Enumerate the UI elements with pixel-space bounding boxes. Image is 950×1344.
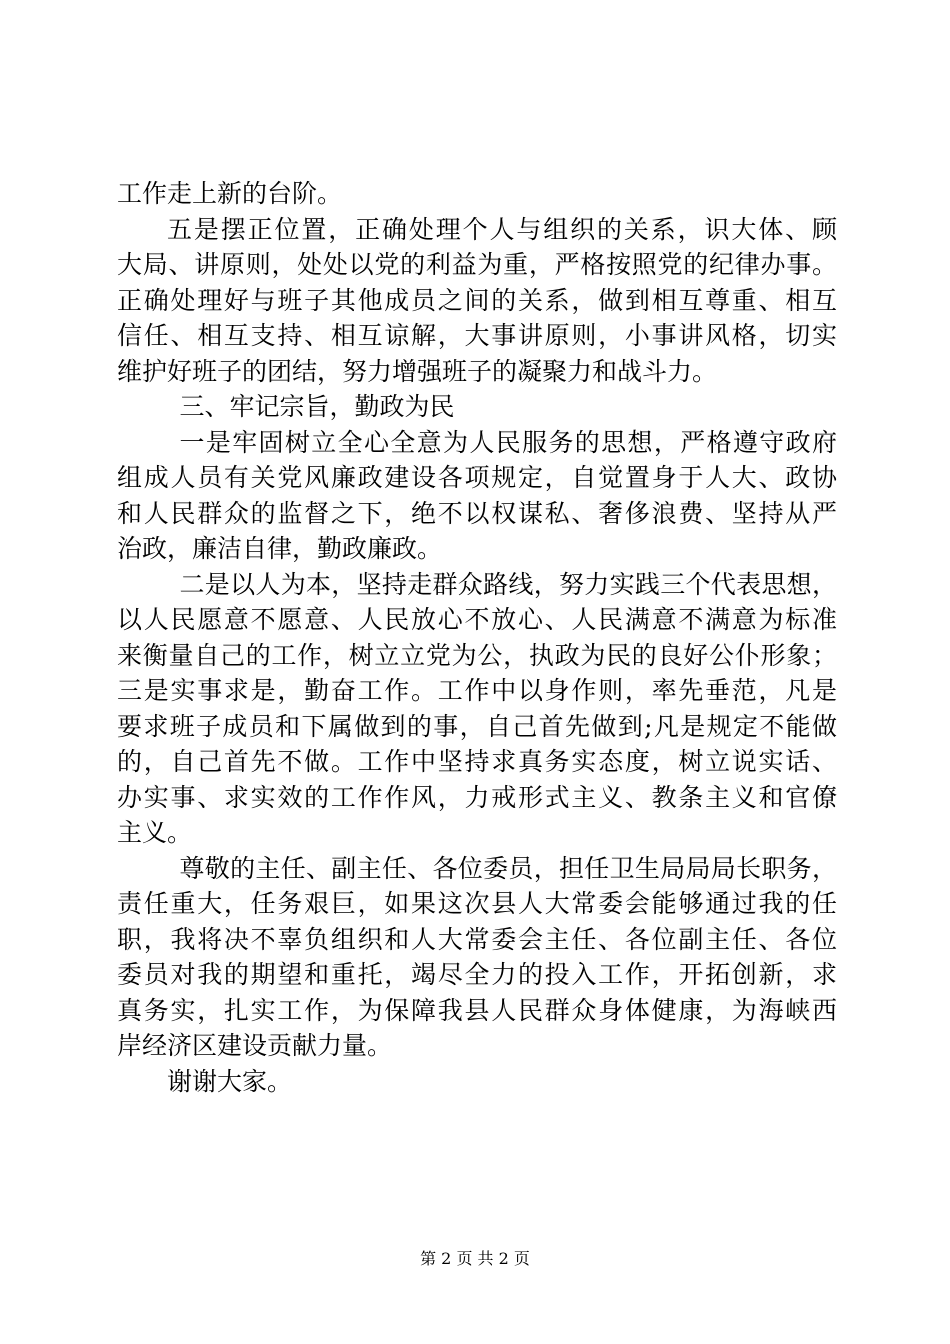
text-line: 尊敬的主任、副主任、各位委员，担任卫生局局局长职务， xyxy=(179,853,837,883)
text-line: 和人民群众的监督之下，绝不以权谋私、奢侈浪费、坚持从严 xyxy=(117,498,837,528)
text-line: 正确处理好与班子其他成员之间的关系，做到相互尊重、相互 xyxy=(117,285,837,315)
text-line: 三是实事求是，勤奋工作。工作中以身作则，率先垂范，凡是 xyxy=(117,676,837,705)
page-footer xyxy=(0,1246,950,1269)
text-line: 责任重大，任务艰巨，如果这次县人大常委会能够通过我的任 xyxy=(117,889,837,918)
text-line: 的，自己首先不做。工作中坚持求真务实态度，树立说实话、 xyxy=(117,747,837,776)
page-number-label: 第 2 页 共 2 页 xyxy=(420,1249,530,1268)
text-line: 以人民愿意不愿意、人民放心不放心、人民满意不满意为标准 xyxy=(117,605,837,634)
text-line: 维护好班子的团结，努力增强班子的凝聚力和战斗力。 xyxy=(117,356,718,386)
text-line: 岸经济区建设贡献力量。 xyxy=(117,1031,393,1060)
text-line: 谢谢大家。 xyxy=(167,1066,293,1096)
text-line: 一是牢固树立全心全意为人民服务的思想，严格遵守政府 xyxy=(179,427,837,457)
text-line: 来衡量自己的工作，树立立党为公，执政为民的良好公仆形象； xyxy=(117,640,837,670)
text-line: 信任、相互支持、相互谅解，大事讲原则，小事讲风格，切实 xyxy=(117,321,837,350)
text-line: 组成人员有关党风廉政建设各项规定，自觉置身于人大、政协 xyxy=(117,463,837,492)
text-line: 委员对我的期望和重托，竭尽全力的投入工作，开拓创新，求 xyxy=(117,960,837,989)
text-line: 二是以人为本，坚持走群众路线，努力实践三个代表思想， xyxy=(179,569,837,599)
text-line: 要求班子成员和下属做到的事，自己首先做到;凡是规定不能做 xyxy=(117,711,837,741)
document-body xyxy=(117,176,837,1099)
text-line: 大局、讲原则，处处以党的利益为重，严格按照党的纪律办事。 xyxy=(117,250,837,279)
text-line: 职，我将决不辜负组织和人大常委会主任、各位副主任、各位 xyxy=(117,924,837,954)
text-line: 主义。 xyxy=(117,818,193,847)
text-line: 三、牢记宗旨，勤政为民 xyxy=(179,392,455,421)
text-line: 五是摆正位置，正确处理个人与组织的关系，识大体、顾 xyxy=(167,214,837,244)
text-line: 工作走上新的台阶。 xyxy=(117,179,343,208)
text-line: 办实事、求实效的工作作风，力戒形式主义、教条主义和官僚 xyxy=(117,782,837,812)
text-line: 真务实，扎实工作，为保障我县人民群众身体健康，为海峡西 xyxy=(117,995,837,1025)
text-line: 治政，廉洁自律，勤政廉政。 xyxy=(117,534,443,563)
